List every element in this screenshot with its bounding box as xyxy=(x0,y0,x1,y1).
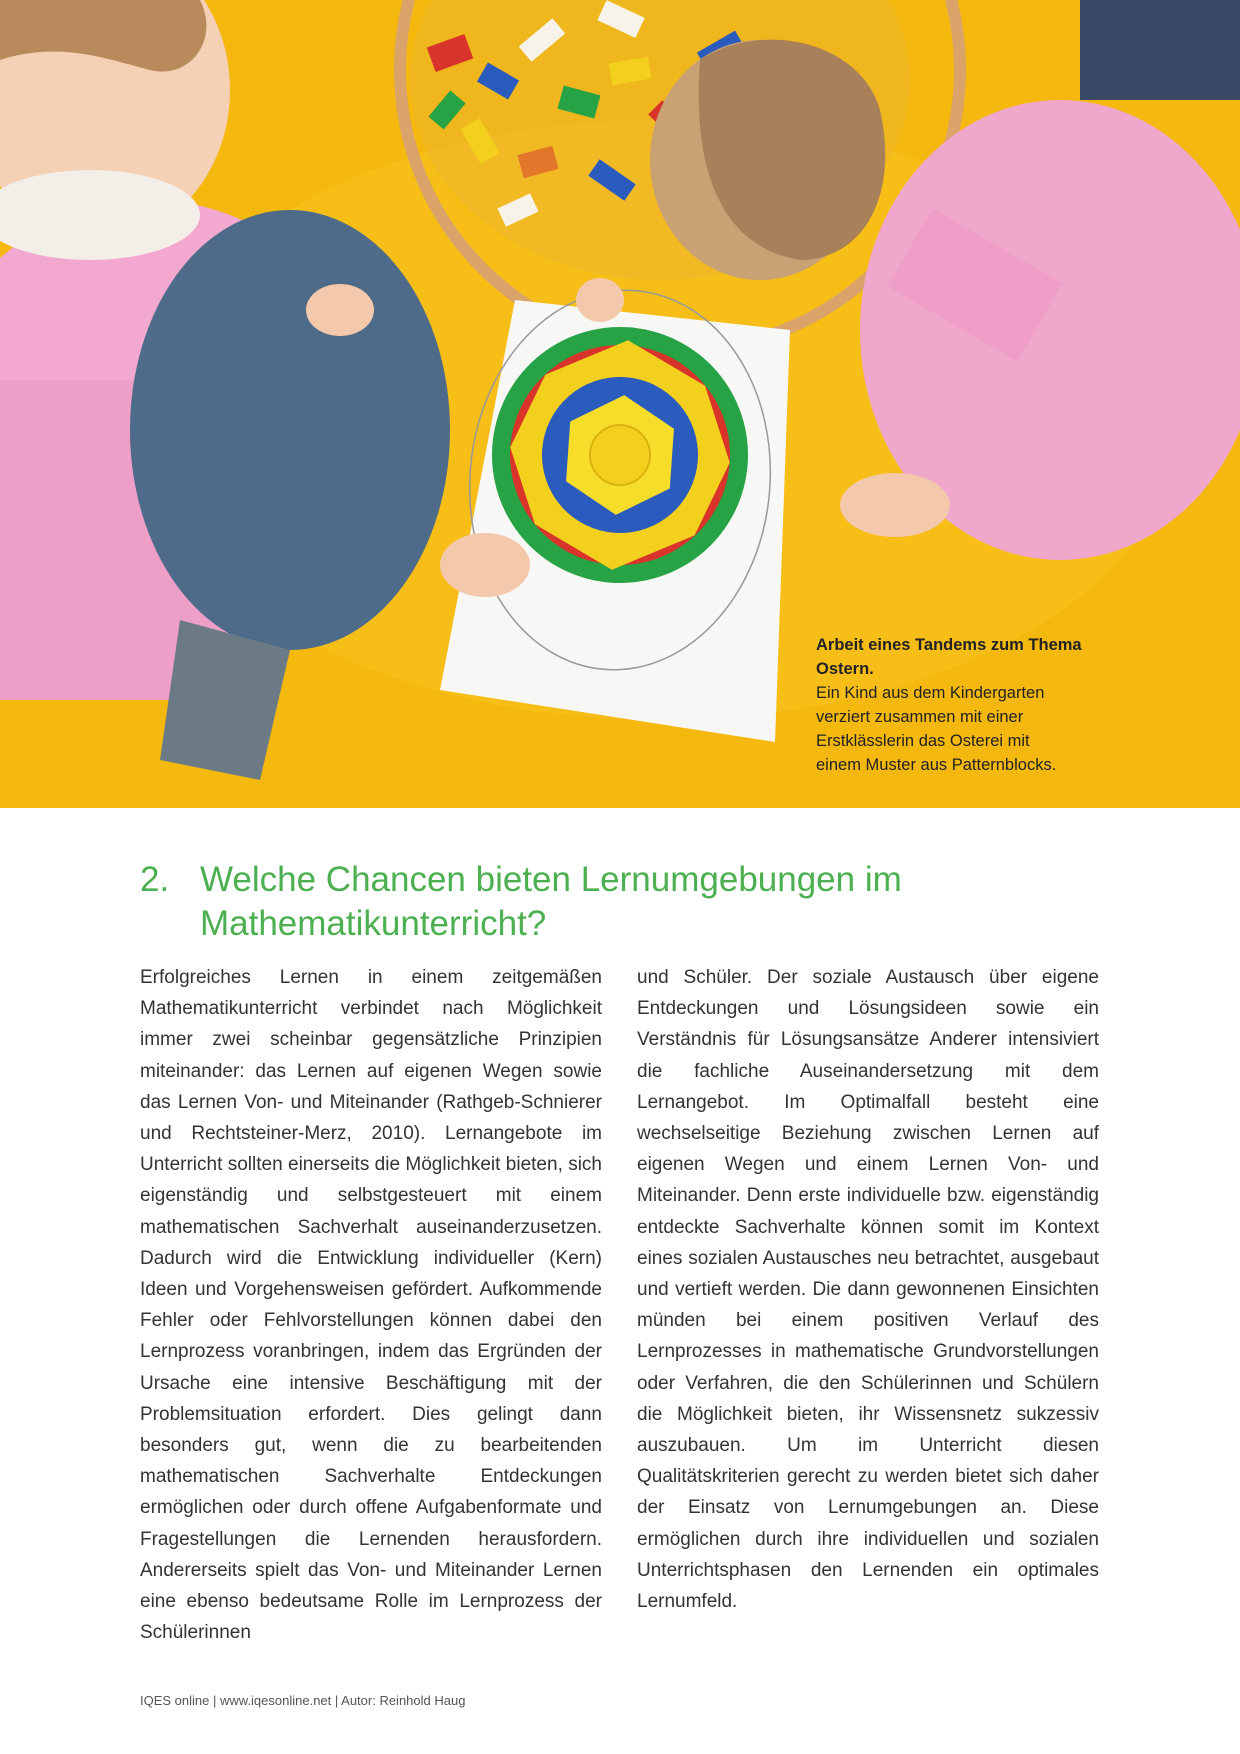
caption-line: verziert zusammen mit einer xyxy=(816,708,1024,726)
hero-photo xyxy=(0,0,1240,808)
photo-caption xyxy=(816,633,1116,777)
page-footer: IQES online | www.iqesonline.net | Autor: Reinhold Haug xyxy=(140,1693,466,1708)
caption-line: Ein Kind aus dem Kindergarten xyxy=(816,684,1045,702)
section-number: 2. xyxy=(140,860,170,899)
caption-line: Erstklässlerin das Osterei mit xyxy=(816,732,1030,750)
caption-title: Arbeit eines Tandems zum Thema Ostern. xyxy=(816,636,1082,678)
caption-line: einem Muster aus Patternblocks. xyxy=(816,756,1057,774)
body-column-right: und Schüler. Der soziale Austausch über eigene Entdeckungen und Lösungsideen sowie ein Verständnis für Lösungsansätze Anderer intensiviert die fachliche Auseinandersetzung mit dem Lernangebot. Im Optimalfall besteht eine wechselseitige Beziehung zwischen Lernen auf eigenen Wegen und einem Lernen Von- und Miteinander. Denn erste individuelle bzw. eigenständig entdeckte Sachverhalte können somit im Kontext eines sozialen Austausches neu betrachtet, ausgebaut und vertieft werden. Die dann gewonnenen Einsichten münden bei einem positiven Verlauf des Lernprozesses in mathematische Grundvorstellungen oder Verfahren, die den Schülerinnen und Schülern die Möglichkeit bieten, ihr Wissensnetz sukzessiv auszubauen. Um im Unterricht diesen Qualitätskriterien gerecht zu werden bietet sich daher der Einsatz von Lernumgebungen an. Diese ermöglichen durch ihre individuellen und sozialen Unterrichtsphasen den Lernenden ein optimales Lernumfeld. xyxy=(637,967,1099,1613)
section-title: Welche Chancen bieten Lernumgebungen im Mathematikunterricht? xyxy=(200,860,902,943)
body-column-left: Erfolgreiches Lernen in einem zeitgemäßen Mathematikunterricht verbindet nach Möglichkeit immer zwei scheinbar gegensätzliche Prinzipien miteinander: das Lernen auf eigenen Wegen sowie das Lernen Von- und Miteinander (Rathgeb-Schnierer und Rechtsteiner-Merz, 2010). Lernangebote im Unterricht sollten einerseits die Möglichkeit bieten, sich eigenständig und selbstgesteuert mit einem mathematischen Sachverhalt auseinanderzusetzen. Dadurch wird die Entwicklung individueller (Kern) Ideen und Vorgehensweisen gefördert. Aufkommende Fehler oder Fehlvorstellungen können dabei den Lernprozess voranbringen, indem das Ergründen der Ursache eine intensive Beschäftigung mit der Problemsituation erfordert. Dies gelingt dann besonders gut, wenn die zu bearbeitenden mathematischen Sachverhalte Entdeckungen ermöglichen oder durch offene Aufgabenformate und Fragestellungen die Lernenden herausfordern. Andererseits spielt das Von- und Miteinander Lernen eine ebenso bedeutsame Rolle im Lernprozess der Schülerinnen xyxy=(140,967,602,1644)
